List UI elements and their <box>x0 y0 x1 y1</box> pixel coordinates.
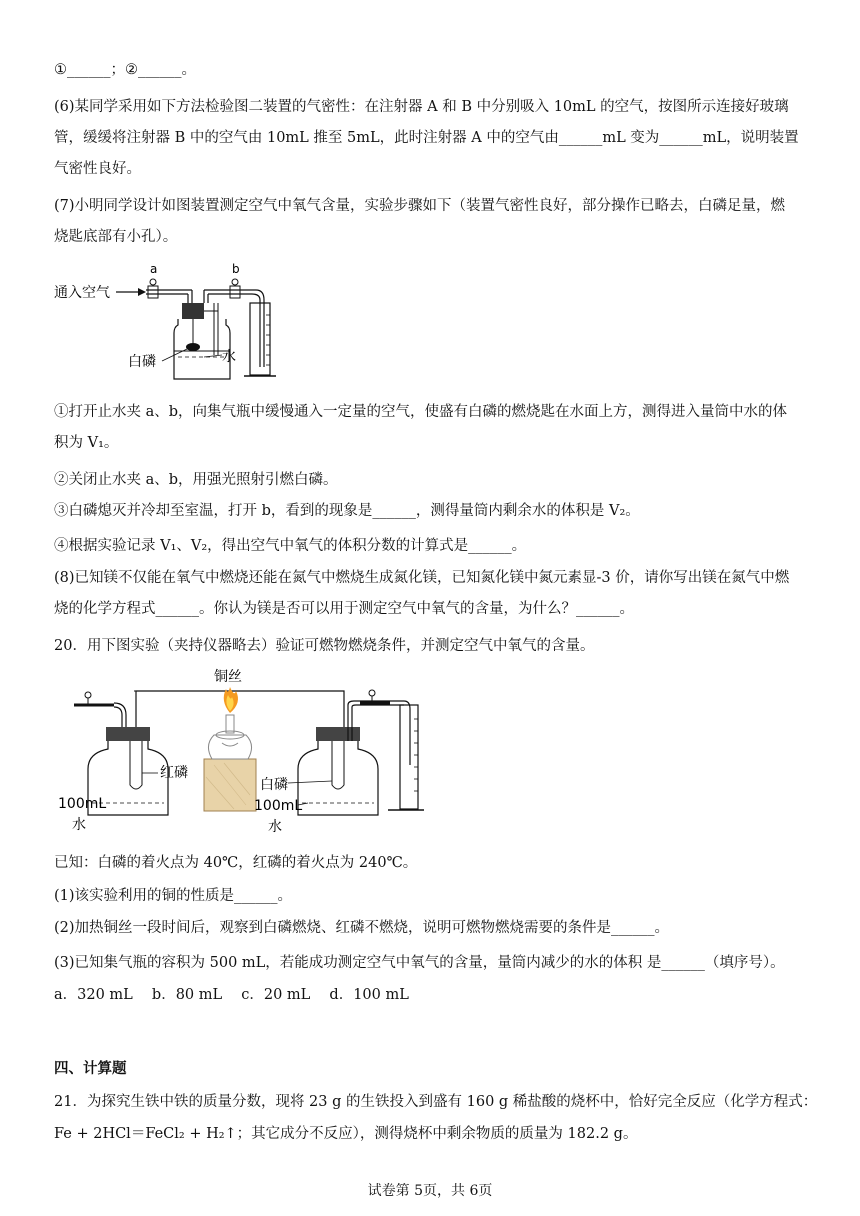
step-1-text-cont: 积为 V₁。 <box>54 435 119 451</box>
step-2-text: ②关闭止水夹 a、b，用强光照射引燃白磷。 <box>54 472 338 488</box>
known-ignition-points: 已知：白磷的着火点为 40℃，红磷的着火点为 240℃。 <box>54 855 418 871</box>
label-air-inlet: 通入空气 <box>54 285 110 301</box>
label-white-phosphorus-2: 白磷 <box>260 777 288 793</box>
label-right-water: 水 <box>268 819 282 835</box>
section-title-calculation: 四、计算题 <box>54 1060 127 1077</box>
label-white-phosphorus: 白磷 <box>128 354 156 370</box>
question-20-options: a．320 mL b．80 mL c．20 mL d．100 mL <box>54 987 409 1003</box>
question-6-text-cont: 管，缓缓将注射器 B 中的空气由 10mL 推至 5mL，此时注射器 A 中的空气由______mL 变为______mL，说明装置 <box>54 130 799 146</box>
label-left-water-volume: 100mL <box>58 796 107 812</box>
question-6-text: (6)某同学采用如下方法检验图二装置的气密性：在注射器 A 和 B 中分别吸入 10mL 的空气，按图所示连接好玻璃 <box>54 99 789 115</box>
answer-blanks-line: ①______；②______。 <box>54 62 196 78</box>
question-20-2: (2)加热铜丝一段时间后，观察到白磷燃烧、红磷不燃烧，说明可燃物燃烧需要的条件是______。 <box>54 920 670 936</box>
label-copper-wire: 铜丝 <box>214 669 242 685</box>
question-20-text: 20．用下图实验（夹持仪器略去）验证可燃物燃烧条件，并测定空气中氧气的含量。 <box>54 638 595 654</box>
figure-oxygen-apparatus <box>54 255 284 385</box>
question-21-text: 21．为探究生铁中铁的质量分数，现将 23 g 的生铁投入到盛有 160 g 稀盐酸的烧杯中，恰好完全反应（化学方程式： <box>54 1094 818 1110</box>
step-1-text: ①打开止水夹 a、b，向集气瓶中缓慢通入一定量的空气，使盛有白磷的燃烧匙在水面上方，测得进入量筒中水的体 <box>54 404 788 420</box>
label-clip-b: b <box>232 262 240 276</box>
label-left-water: 水 <box>72 817 86 833</box>
figure-copper-wire-apparatus <box>54 665 434 840</box>
question-20-3: (3)已知集气瓶的容积为 500 mL，若能成功测定空气中氧气的含量，量筒内减少的水的体积 是______（填序号）。 <box>54 955 785 971</box>
page-footer: 试卷第 5页，共 6页 <box>367 1183 493 1199</box>
question-21-text-cont: Fe + 2HCl＝FeCl₂ + H₂↑；其它成分不反应），测得烧杯中剩余物质的质量为 182.2 g。 <box>54 1126 638 1142</box>
step-3-text: ③白磷熄灭并冷却至室温，打开 b，看到的现象是______，测得量筒内剩余水的体积是 V₂。 <box>54 503 640 519</box>
question-7-text: (7)小明同学设计如图装置测定空气中氧气含量，实验步骤如下（装置气密性良好，部分操作已略去，白磷足量，燃 <box>54 198 786 214</box>
question-8-text-cont: 烧的化学方程式______。你认为镁是否可以用于测定空气中氧气的含量，为什么？______。 <box>54 601 634 617</box>
question-7-text-cont: 烧匙底部有小孔）。 <box>54 229 178 245</box>
question-6-text-end: 气密性良好。 <box>54 161 141 177</box>
step-4-text: ④根据实验记录 V₁、V₂，得出空气中氧气的体积分数的计算式是______。 <box>54 538 527 554</box>
label-right-water-volume: 100mL <box>254 798 303 814</box>
label-water-1: 水 <box>222 349 236 365</box>
label-clip-a: a <box>150 262 158 276</box>
question-8-text: (8)已知镁不仅能在氧气中燃烧还能在氮气中燃烧生成氮化镁，已知氮化镁中氮元素显-3 价，请你写出镁在氮气中燃 <box>54 570 790 586</box>
label-red-phosphorus: 红磷 <box>160 765 188 781</box>
question-20-1: (1)该实验利用的铜的性质是______。 <box>54 888 293 904</box>
